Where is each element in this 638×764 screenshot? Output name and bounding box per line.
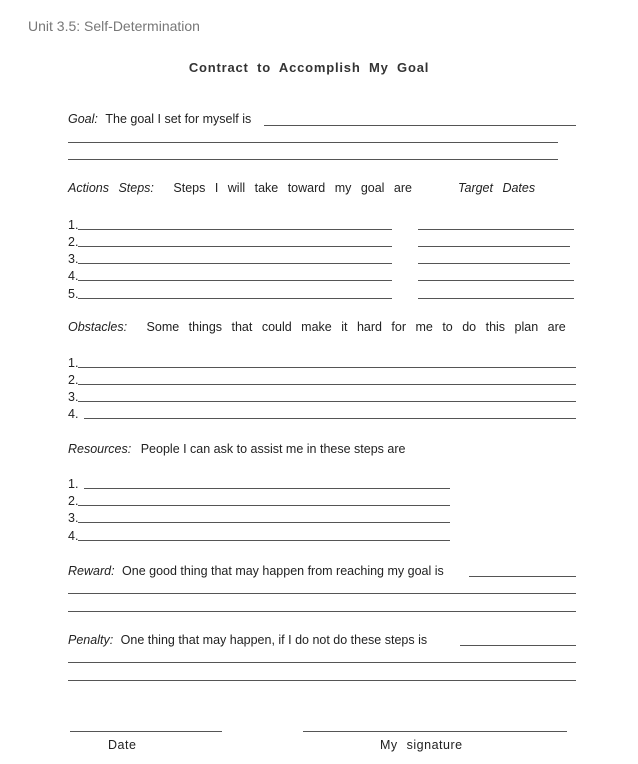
- obstacles-text: Some things that could make it hard for me to do this plan are: [146, 320, 566, 334]
- resource-line-1[interactable]: [84, 488, 450, 489]
- obstacle-line-2[interactable]: [78, 384, 576, 385]
- date-line-1[interactable]: [418, 229, 574, 230]
- date-line-5[interactable]: [418, 298, 574, 299]
- penalty-line-3[interactable]: [68, 680, 576, 681]
- goal-label: Goal:: [68, 112, 98, 126]
- action-line-3[interactable]: [78, 263, 392, 264]
- actions-label: Actions Steps:: [68, 181, 154, 195]
- penalty-label: Penalty:: [68, 633, 114, 647]
- resources-label: Resources:: [68, 442, 132, 456]
- action-number: 4.: [68, 269, 79, 283]
- actions-prompt: [68, 181, 412, 195]
- obstacle-number: 3.: [68, 390, 79, 404]
- action-number: 2.: [68, 235, 79, 249]
- target-dates-label: Target Dates: [458, 181, 536, 195]
- resource-line-2[interactable]: [78, 505, 450, 506]
- resource-number: 4.: [68, 529, 79, 543]
- action-number: 5.: [68, 287, 79, 301]
- date-signature-line[interactable]: [70, 731, 222, 732]
- reward-line-2[interactable]: [68, 593, 576, 594]
- resources-text: People I can ask to assist me in these steps are: [140, 442, 406, 456]
- resource-line-3[interactable]: [78, 522, 450, 523]
- obstacles-label: Obstacles:: [68, 320, 128, 334]
- goal-prompt: [68, 112, 251, 126]
- obstacle-line-1[interactable]: [78, 367, 576, 368]
- penalty-line-2[interactable]: [68, 662, 576, 663]
- date-label: Date: [108, 738, 137, 752]
- action-line-5[interactable]: [78, 298, 392, 299]
- reward-label: Reward:: [68, 564, 115, 578]
- penalty-line-1[interactable]: [460, 645, 576, 646]
- obstacle-number: 2.: [68, 373, 79, 387]
- signature-line[interactable]: [303, 731, 567, 732]
- unit-header: Unit 3.5: Self-Determination: [28, 18, 200, 34]
- resource-number: 2.: [68, 494, 79, 508]
- actions-text: Steps I will take toward my goal are: [173, 181, 413, 195]
- page-title: Contract to Accomplish My Goal: [188, 60, 430, 75]
- obstacle-number: 4.: [68, 407, 79, 421]
- goal-line-3[interactable]: [68, 159, 558, 160]
- penalty-prompt: [68, 633, 427, 647]
- goal-text: The goal I set for myself is: [105, 112, 252, 126]
- obstacle-number: 1.: [68, 356, 79, 370]
- action-line-1[interactable]: [78, 229, 392, 230]
- signature-label: My signature: [380, 738, 463, 752]
- obstacle-line-4[interactable]: [84, 418, 576, 419]
- action-number: 1.: [68, 218, 79, 232]
- resource-number: 1.: [68, 477, 79, 491]
- date-line-4[interactable]: [418, 280, 574, 281]
- goal-line-2[interactable]: [68, 142, 558, 143]
- goal-line-1[interactable]: [264, 125, 576, 126]
- resource-number: 3.: [68, 511, 79, 525]
- reward-line-3[interactable]: [68, 611, 576, 612]
- action-line-4[interactable]: [78, 280, 392, 281]
- penalty-text: One thing that may happen, if I do not do these steps is: [120, 633, 428, 647]
- obstacles-prompt: [68, 320, 566, 334]
- action-number: 3.: [68, 252, 79, 266]
- resources-prompt: [68, 442, 405, 456]
- reward-prompt: [68, 564, 444, 578]
- date-line-3[interactable]: [418, 263, 570, 264]
- reward-text: One good thing that may happen from reaching my goal is: [122, 564, 444, 578]
- resource-line-4[interactable]: [78, 540, 450, 541]
- reward-line-1[interactable]: [469, 576, 576, 577]
- obstacle-line-3[interactable]: [78, 401, 576, 402]
- action-line-2[interactable]: [78, 246, 392, 247]
- date-line-2[interactable]: [418, 246, 570, 247]
